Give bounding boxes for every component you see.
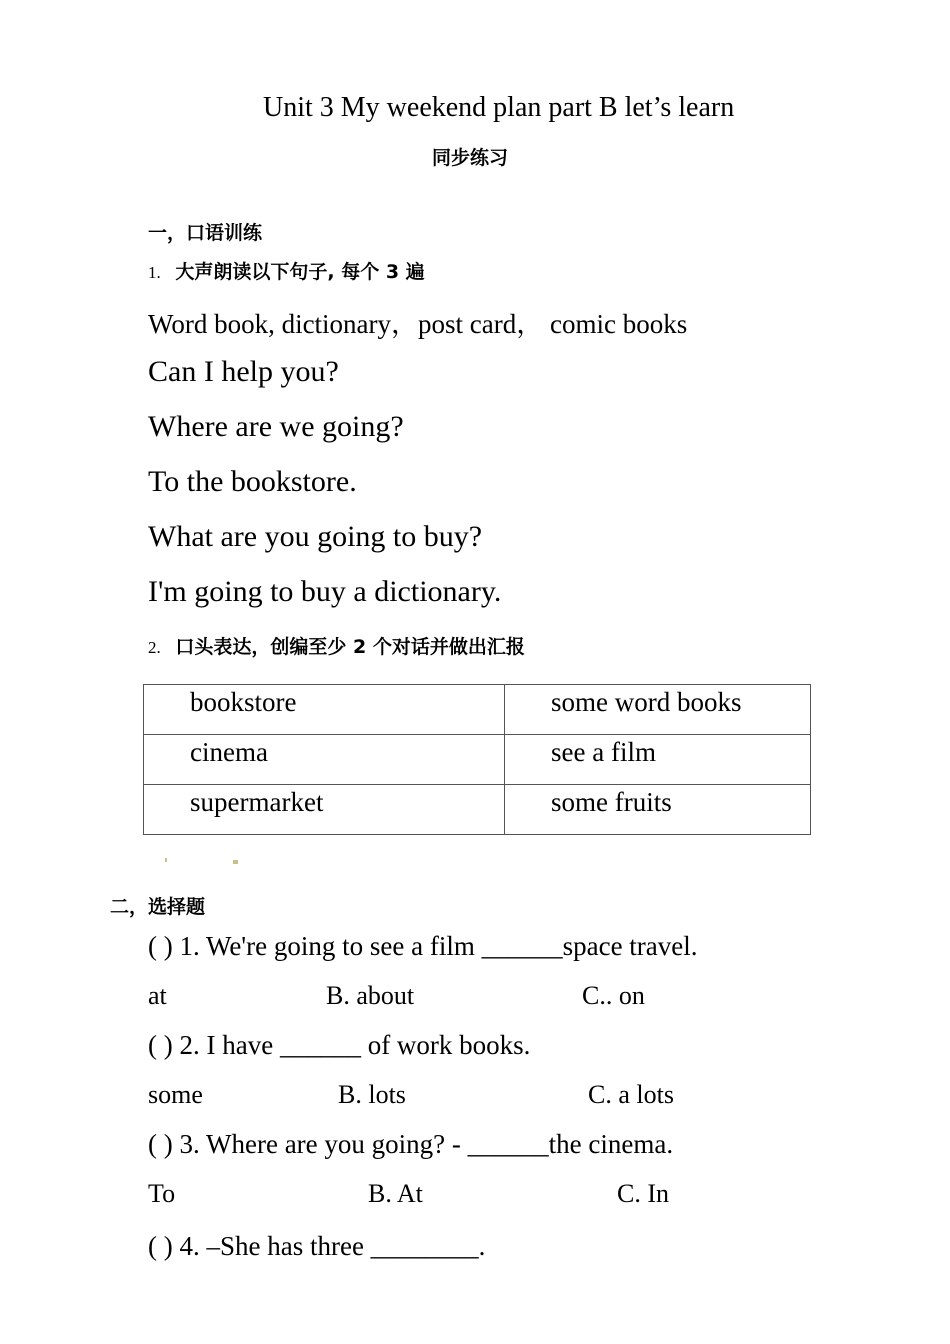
activity-text: see a film <box>551 737 656 767</box>
table-cell <box>144 735 505 785</box>
sentence-1: Can I help you? <box>148 355 339 388</box>
question-2-stem: ( ) 2. I have ______ of work books. <box>148 1030 531 1060</box>
question-1-option-b: B. about <box>326 981 415 1010</box>
page-title: Unit 3 My weekend plan part B let’s learn <box>263 92 735 123</box>
question-1-stem: ( ) 1. We're going to see a film ______space travel. <box>148 931 698 961</box>
task-1-number: 1. <box>148 263 161 282</box>
question-2-option-b: B. lots <box>338 1080 406 1109</box>
task-1-text: 大声朗读以下句子, 每个 3 遍 <box>175 261 425 283</box>
section-2-heading: 二，选择题 <box>110 896 206 918</box>
task-2-text: 口头表达，创编至少 2 个对话并做出汇报 <box>175 636 525 658</box>
question-1-option-c: C.. on <box>582 981 645 1010</box>
question-3-option-c: C. In <box>617 1179 669 1208</box>
sentence-2: Where are we going? <box>148 410 404 443</box>
table-cell <box>144 685 505 735</box>
speck-mark <box>165 858 167 862</box>
table-cell <box>505 735 811 785</box>
section-1-heading: 一，口语训练 <box>148 222 263 244</box>
table-row <box>144 735 811 785</box>
question-2-option-a: some <box>148 1080 203 1109</box>
sentence-3: To the bookstore. <box>148 465 357 498</box>
activity-text: some word books <box>551 687 742 717</box>
question-2-option-c: C. a lots <box>588 1080 674 1109</box>
question-1-option-a: at <box>148 981 167 1010</box>
activity-text: some fruits <box>551 787 672 817</box>
question-3-option-b: B. At <box>368 1179 423 1208</box>
question-3-stem: ( ) 3. Where are you going? - ______the cinema. <box>148 1129 674 1159</box>
place-text: supermarket <box>190 787 324 817</box>
table-row <box>144 785 811 835</box>
question-3-option-a: To <box>148 1179 176 1208</box>
sentence-4: What are you going to buy? <box>148 520 483 553</box>
place-text: cinema <box>190 737 268 767</box>
vocab-line: Word book, dictionary，post card， comic books <box>148 309 688 339</box>
sentence-5: I'm going to buy a dictionary. <box>148 575 502 608</box>
task-2-instruction <box>148 632 525 659</box>
task-2-number: 2. <box>148 638 161 657</box>
dialogue-table <box>143 684 811 835</box>
question-4-stem: ( ) 4. –She has three ________. <box>148 1231 486 1261</box>
table-cell <box>505 785 811 835</box>
place-text: bookstore <box>190 687 297 717</box>
table-cell <box>505 685 811 735</box>
table-cell <box>144 785 505 835</box>
speck-mark <box>233 860 238 864</box>
page-subtitle: 同步练习 <box>432 147 509 169</box>
table-row <box>144 685 811 735</box>
task-1-instruction <box>148 257 425 284</box>
